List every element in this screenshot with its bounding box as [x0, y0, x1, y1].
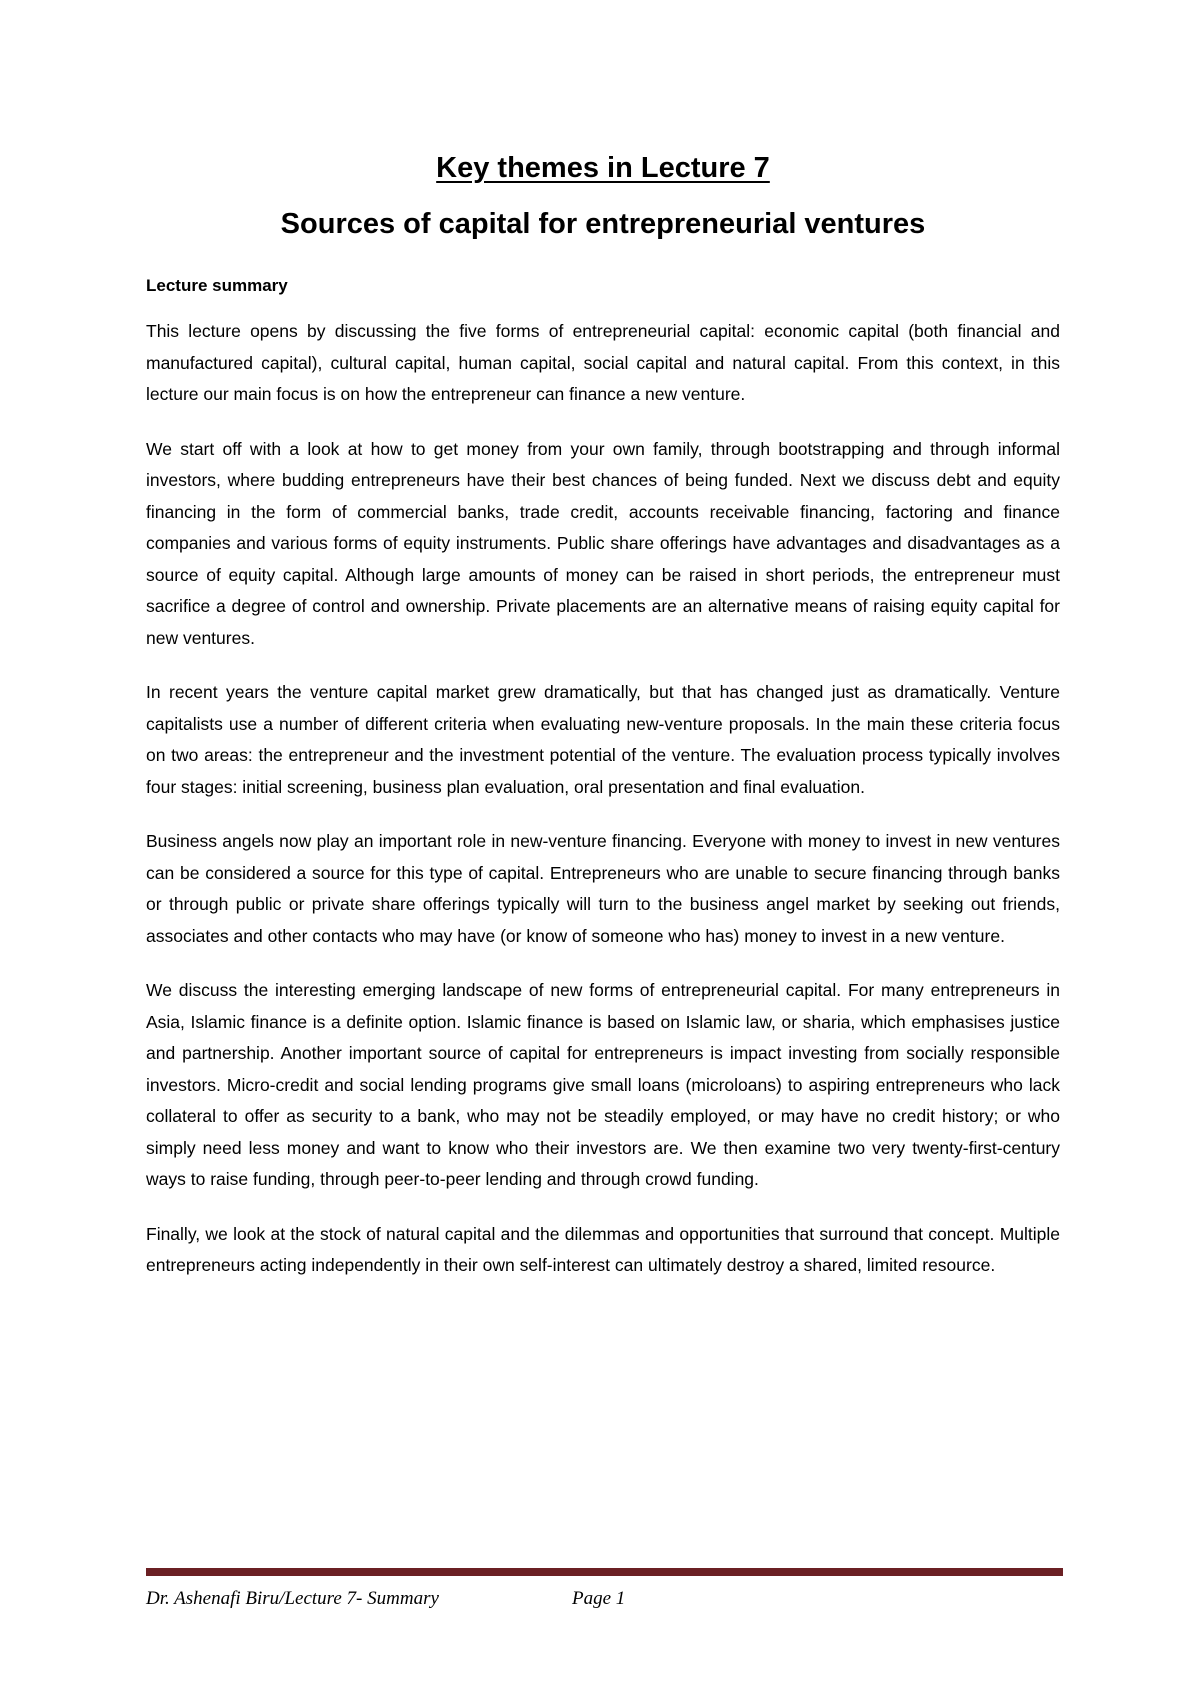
document-body: [146, 148, 1060, 1282]
section-heading: Lecture summary: [146, 276, 288, 295]
page-title: Key themes in Lecture 7: [436, 152, 770, 184]
paragraph-3: In recent years the venture capital market grew dramatically, but that has changed just as dramatically. Venture capitalists use a number of different criteria when evaluating new-venture proposals. In the main these criteria focus on two areas: the entrepreneur and the investment potential of the venture. The evaluation process typically involves four stages: initial screening, business plan evaluation, oral presentation and final evaluation.: [146, 682, 1060, 797]
footer-rule: [146, 1568, 1063, 1576]
footer-page-number: Page 1: [572, 1588, 626, 1609]
page-subtitle: Sources of capital for entrepreneurial ventures: [280, 208, 926, 240]
paragraph-4: Business angels now play an important role in new-venture financing. Everyone with money to invest in new ventures can be considered a source for this type of capital. Entrepreneurs who are unable to secure financing through banks or through public or private share offerings typically will turn to the business angel market by seeking out friends, associates and other contacts who may have (or know of someone who has) money to invest in a new venture.: [146, 831, 1060, 946]
footer-author: Dr. Ashenafi Biru/Lecture 7- Summary: [146, 1588, 439, 1609]
paragraph-6: Finally, we look at the stock of natural capital and the dilemmas and opportunities that surround that concept. Multiple entrepreneurs acting independently in their own self-interest can ultimately destroy a shared, limited resource.: [146, 1223, 1060, 1275]
paragraph-1: This lecture opens by discussing the five forms of entrepreneurial capital: economic capital (both financial and manufactured capital), cultural capital, human capital, social capital and natural capital. From this context, in this lecture our main focus is on how the entrepreneur can finance a new venture.: [146, 321, 1060, 404]
paragraph-2: We start off with a look at how to get money from your own family, through bootstrapping and through informal investors, where budding entrepreneurs have their best chances of being funded. Next we discuss debt and equity financing in the form of commercial banks, trade credit, accounts receivable financing, factoring and finance companies and various forms of equity instruments. Public share offerings have advantages and disadvantages as a source of equity capital. Although large amounts of money can be raised in short periods, the entrepreneur must sacrifice a degree of control and ownership. Private placements are an alternative means of raising equity capital for new ventures.: [146, 438, 1060, 648]
paragraph-5: We discuss the interesting emerging landscape of new forms of entrepreneurial capital. For many entrepreneurs in Asia, Islamic finance is a definite option. Islamic finance is based on Islamic law, or sharia, which emphasises justice and partnership. Another important source of capital for entrepreneurs is impact investing from socially responsible investors. Micro-credit and social lending programs give small loans (microloans) to aspiring entrepreneurs who lack collateral to offer as security to a bank, who may not be steadily employed, or may have no credit history; or who simply need less money and want to know who their investors are. We then examine two very twenty-first-century ways to raise funding, through peer-to-peer lending and through crowd funding.: [146, 980, 1060, 1189]
